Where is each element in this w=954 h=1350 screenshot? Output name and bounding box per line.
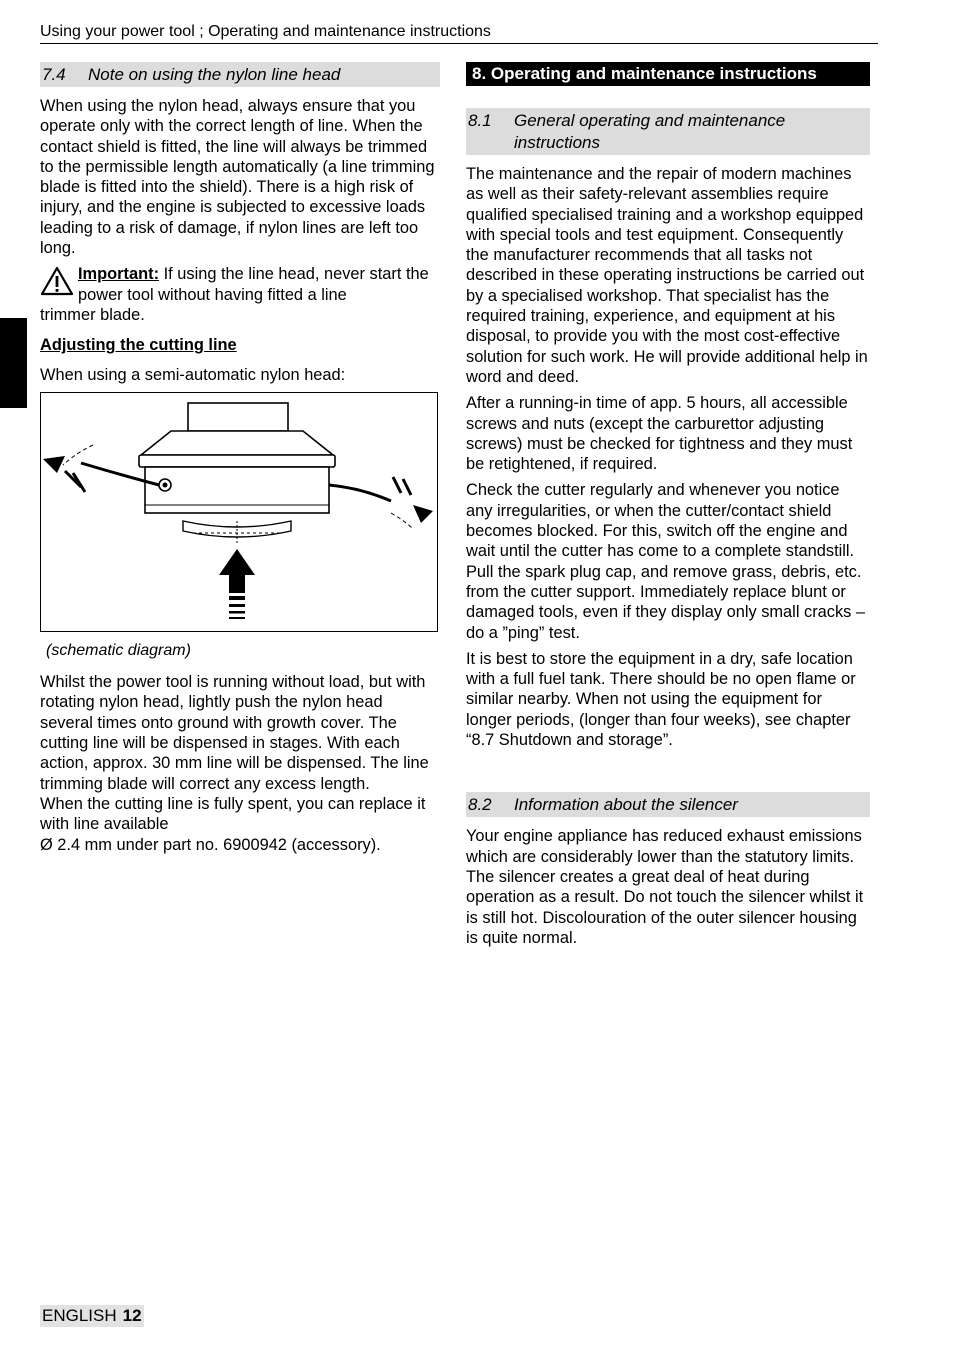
running-paragraph: Whilst the power tool is running without load, but with rotating nylon head, lightly push the nylon head several times onto ground with growth cover. The cutting line will be dispensed in stages. With each action, approx. 30 mm line will be dispensed. The line trimming blade will correct any excess length.	[40, 673, 429, 793]
figure-caption: (schematic diagram)	[46, 641, 191, 659]
adjust-heading: Adjusting the cutting line	[40, 336, 237, 355]
silencer-paragraph: Your engine appliance has reduced exhaust emissions which are considerably lower than the statutory limits. The silencer creates a great deal of heat during operation as a result. Do not touch the silencer whilst it is still hot. Discolouration of the outer silencer housing is quite normal.	[466, 827, 864, 947]
section-8-1-heading	[466, 108, 870, 155]
important-text-tail: trimmer blade.	[40, 305, 145, 324]
right-column	[466, 62, 870, 948]
section-number: 7.4	[42, 65, 66, 84]
important-label: Important:	[78, 265, 160, 284]
maintenance-paragraph-2: After a running-in time of app. 5 hours, all accessible screws and nuts (except the carburettor adjusting screws) must be checked for tightness and they must be retightened, if required.	[466, 394, 853, 474]
maintenance-paragraph-1: The maintenance and the repair of modern machines as well as their safety-relevant assemblies require qualified specialised training and a workshop equipped with special tools and test equipment. Consequently the manufacturer recommends that all tasks not described in these operating instructions be carried out by a specialised workshop. That specialist has the required training, experience, and equipment at his disposal, to provide you with the most cost-effective solution for such work. He will provide additional help in word and deed.	[466, 165, 868, 386]
section-title: General operating and maintenance instructions	[514, 111, 786, 152]
footer-language: ENGLISH	[42, 1306, 117, 1325]
page-number: 12	[122, 1306, 142, 1325]
nylon-head-figure	[40, 392, 438, 632]
page-header: Using your power tool ; Operating and maintenance instructions	[40, 22, 878, 44]
important-text: If using the line head, never start the power tool without having fitted a line	[78, 265, 429, 304]
language-side-tab	[0, 318, 27, 408]
intro-paragraph: When using the nylon head, always ensure that you operate only with the correct length of line. When the contact shield is fitted, the line will always be trimmed to the permissible length automatically (a line trimming blade is fitted into the shield). There is a high risk of injury, and the engine is subjected to excessive loads leading to a risk of damage, if nylon lines are left too long.	[40, 97, 435, 258]
section-number: 8.1	[468, 111, 492, 130]
section-number: 8.2	[468, 795, 492, 815]
maintenance-paragraph-3: Check the cutter regularly and whenever you notice any irregularities, or when the cutter/contact shield becomes blocked. For this, switch off the engine and wait until the cutter has come to a complete standstill. Pull the spark plug cap, and remove grass, debris, etc. from the cutter support. Immediately replace blunt or damaged tools, even if they display only small cracks – do a ”ping” test.	[466, 481, 866, 642]
spent-paragraph: When the cutting line is fully spent, you can replace it with line available	[40, 794, 426, 834]
section-7-4-heading	[40, 62, 440, 87]
left-column	[40, 62, 440, 855]
maintenance-paragraph-4: It is best to store the equipment in a dry, safe location with a full fuel tank. There should be no open flame or similar nearby. When not using the equipment for longer periods, (longer than four weeks), see chapter “8.7 Shutdown and storage”.	[466, 649, 856, 750]
section-title: Information about the silencer	[514, 795, 738, 815]
warning-icon	[40, 266, 74, 296]
section-title: Note on using the nylon line head	[88, 65, 341, 84]
important-note	[40, 264, 440, 325]
section-8-2-heading	[466, 792, 870, 817]
nylon-head-schematic	[41, 393, 437, 631]
adjust-intro: When using a semi-automatic nylon head:	[40, 365, 346, 384]
chapter-8-heading: 8. Operating and maintenance instructions	[466, 62, 870, 86]
page-footer	[40, 1305, 144, 1327]
line-spec: Ø 2.4 mm under part no. 6900942 (accessory).	[40, 835, 381, 854]
